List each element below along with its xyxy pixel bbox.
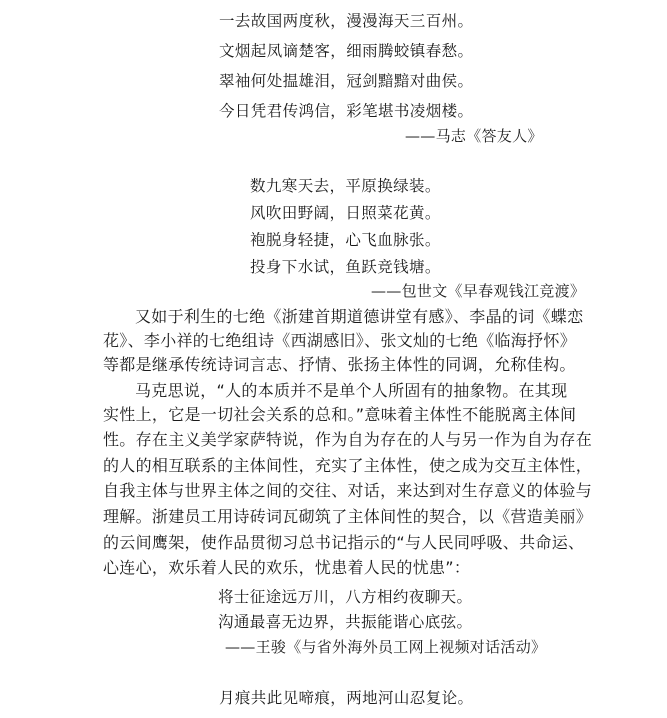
paragraph2-line-3: 性。存在主义美学家萨特说，作为自为存在的人与另一作为自为存在: [103, 430, 593, 449]
paragraph1-line-3: 等都是继承传统诗词言志、抒情、张扬主体性的同调，允称佳构。: [103, 355, 576, 374]
paragraph2-line-8: 心连心，欢乐着人民的欢乐，忧患着人民的忧患”：: [103, 558, 471, 577]
poem4-line-1: 月痕共此见啼痕，两地河山忍复论。: [219, 689, 474, 707]
poem1-line-4: 今日凭君传鸿信，彩笔堪书凌烟楼。: [219, 102, 474, 120]
poem2-line-4: 投身下水试，鱼跃竞钱塘。: [250, 258, 441, 276]
paragraph2-line-1: 马克思说，“人的本质并不是单个人所固有的抽象物。在其现: [135, 381, 568, 400]
paragraph2-line-5: 自我主体与世界主体之间的交往、对话，来达到对生存意义的体验与: [103, 481, 593, 500]
paragraph2-line-6: 理解。浙建员工用诗砖词瓦砌筑了主体间性的契合，以《营造美丽》: [103, 507, 593, 526]
poem2-line-3: 袍脱身轻捷，心飞血脉张。: [250, 231, 441, 249]
paragraph1-line-2: 花》、李小祥的七绝组诗《西湖感旧》、张文灿的七绝《临海抒怀》: [103, 331, 577, 350]
poem3-line-2: 沟通最喜无边界，共振能谐心底弦。: [218, 613, 473, 631]
poem1-attribution: ——马志《答友人》: [405, 127, 543, 145]
poem1-line-2: 文烟起凤谪楚客，细雨腾蛟镇春愁。: [219, 42, 474, 60]
poem3-line-1: 将士征途远万川，八方相约夜聊天。: [218, 588, 473, 606]
paragraph2-line-2: 实性上，它是一切社会关系的总和。”意味着主体性不能脱离主体间: [103, 405, 577, 424]
poem2-line-2: 风吹田野阔，日照菜花黄。: [250, 204, 441, 222]
poem2-line-1: 数九寒天去，平原换绿装。: [250, 177, 441, 195]
poem1-line-1: 一去故国两度秋，漫漫海天三百州。: [219, 12, 474, 30]
poem3-attribution: ——王骏《与省外海外员工网上视频对话活动》: [225, 638, 547, 656]
poem1-line-3: 翠袖何处揾雄泪，冠剑黯黯对曲侯。: [219, 72, 474, 90]
paragraph1-line-1: 又如于利生的七绝《浙建首期道德讲堂有感》、李晶的词《蝶恋: [135, 307, 584, 326]
paragraph2-line-4: 的人的相互联系的主体间性，充实了主体性，使之成为交互主体性，: [103, 456, 593, 475]
poem2-attribution: ——包世文《早春观钱江竞渡》: [371, 282, 586, 300]
paragraph2-line-7: 的云间鹰架，使作品贯彻习总书记指示的“与人民同呼吸、共命运、: [103, 533, 585, 552]
